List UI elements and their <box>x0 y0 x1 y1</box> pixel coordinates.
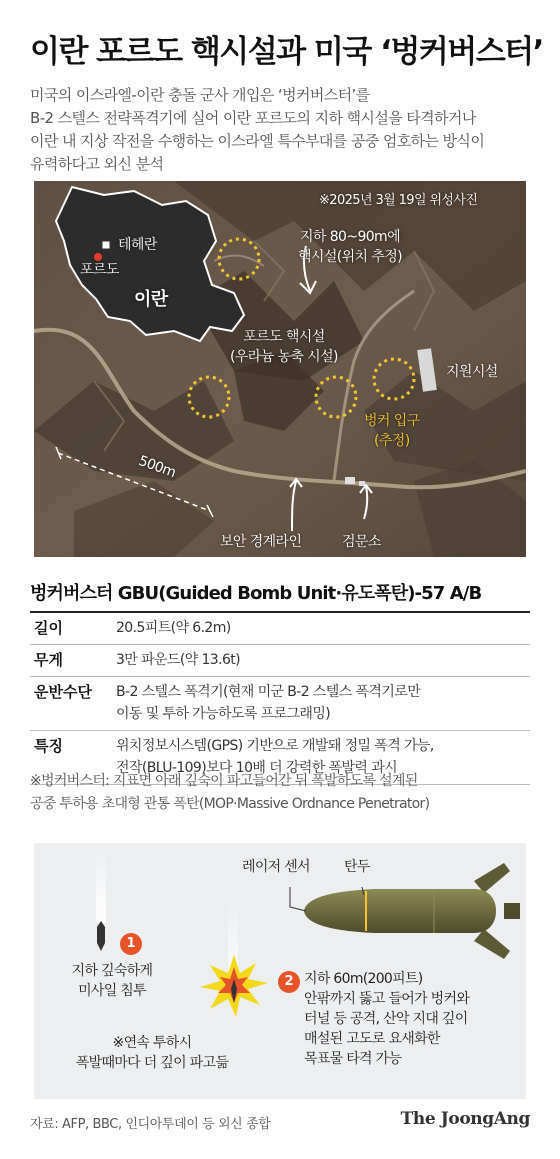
subtitle <box>30 84 535 176</box>
spec-table <box>30 611 530 785</box>
map-label-fordo: 포르도 <box>80 262 119 278</box>
label-line: 포르도 핵시설 <box>243 329 325 345</box>
footnote-line: ※벙커버스터: 지표면 아래 깊숙이 파고들어간 뒤 폭발하도록 설계된 <box>30 773 418 789</box>
step-line: 지하 깊숙하게 <box>71 963 153 979</box>
label-checkpoint: 검문소 <box>342 534 381 550</box>
subtitle-line: 유력하다고 외신 분석 <box>30 155 164 173</box>
label-fordo-facility <box>230 327 338 367</box>
spec-key: 특징 <box>34 737 63 755</box>
step-line: 폭발때마다 더 깊이 파고듦 <box>75 1055 229 1071</box>
spec-value <box>116 649 530 671</box>
subtitle-line: 미국의 이스라엘-이란 충돌 군사 개입은 ‘벙커버스터’를 <box>30 86 370 104</box>
step-line: 터널 등 공격, 산악 지대 깊이 <box>304 1011 468 1027</box>
spec-key: 운반수단 <box>34 683 92 701</box>
spec-row <box>30 677 530 731</box>
label-support: 지원시설 <box>446 364 498 380</box>
label-distance: 500m <box>136 452 178 482</box>
spec-value-line: B-2 스텔스 폭격기(현재 미군 B-2 스텔스 폭격기로만 <box>116 684 421 700</box>
spec-value <box>116 681 530 725</box>
publisher-logo: The JoongAng <box>400 1109 530 1129</box>
spec-value-line: 3만 파운드(약 13.6t) <box>116 652 241 668</box>
label-line: 지하 80~90m에 <box>300 229 401 245</box>
repeat-note <box>72 1033 232 1073</box>
spec-value-line: 위치정보시스템(GPS) 기반으로 개발돼 정밀 폭격 가능, <box>116 738 434 754</box>
step-line: 안팎까지 뚫고 들어가 벙커와 <box>304 991 470 1007</box>
spec-title: 벙커버스터 GBU(Guided Bomb Unit·유도폭탄)-57 A/B <box>30 583 482 604</box>
spec-key: 길이 <box>34 619 63 637</box>
label-bunker-entrance <box>364 411 420 451</box>
bomb-diagram <box>34 843 526 1099</box>
step-badge: 1 <box>120 933 142 955</box>
label-underground <box>298 227 402 267</box>
spec-row <box>30 613 530 645</box>
satellite-photo <box>34 181 526 557</box>
source-credit: 자료: AFP, BBC, 인디아투데이 등 외신 종합 <box>30 1117 271 1132</box>
subtitle-line: B-2 스텔스 전략폭격기에 실어 이란 포르도의 지하 핵시설을 타격하거나 <box>30 109 476 127</box>
step2-text <box>304 969 469 1069</box>
step-line: 목표물 타격 가능 <box>304 1051 402 1067</box>
spec-value-line: 20.5피트(약 6.2m) <box>116 620 231 636</box>
label-line: 핵시설(위치 추정) <box>298 249 403 265</box>
step-badge: 2 <box>278 971 300 993</box>
step-line: 매설된 고도로 요새화한 <box>304 1031 440 1047</box>
spec-value-line: 전작(BLU-109)보다 10배 더 강력한 폭발력 과시 <box>116 760 398 776</box>
footnote <box>30 770 535 816</box>
page-title: 이란 포르도 핵시설과 미국 ‘벙커버스터’ <box>30 34 543 70</box>
label-security-line: 보안 경계라인 <box>220 534 302 550</box>
footnote-line: 공중 투하용 초대형 관통 폭탄(MOP·Massive Ordnance Penetrator) <box>30 796 430 812</box>
spec-key: 무게 <box>34 651 63 669</box>
subtitle-line: 이란 내 지상 작전을 수행하는 이스라엘 특수부대를 공중 엄호하는 방식이 <box>30 132 485 150</box>
label-line: (우라늄 농축 시설) <box>230 349 338 365</box>
step-line: 지하 60m(200피트) <box>304 971 423 987</box>
spec-row <box>30 645 530 677</box>
label-laser-sensor: 레이저 센서 <box>242 859 310 875</box>
label-warhead: 탄두 <box>344 859 370 875</box>
label-line: (추정) <box>373 433 410 449</box>
step-line: ※연속 투하시 <box>112 1035 192 1051</box>
photo-caption: ※2025년 3월 19일 위성사진 <box>319 193 478 208</box>
step-line: 미사일 침투 <box>78 983 146 999</box>
map-label-iran: 이란 <box>134 289 168 310</box>
spec-value-line: 이동 및 투하 가능하도록 프로그래밍) <box>116 706 331 722</box>
step1-text <box>52 961 172 1001</box>
spec-value <box>116 617 530 639</box>
label-line: 벙커 입구 <box>364 413 420 429</box>
map-label-tehran: 테헤란 <box>118 237 157 253</box>
